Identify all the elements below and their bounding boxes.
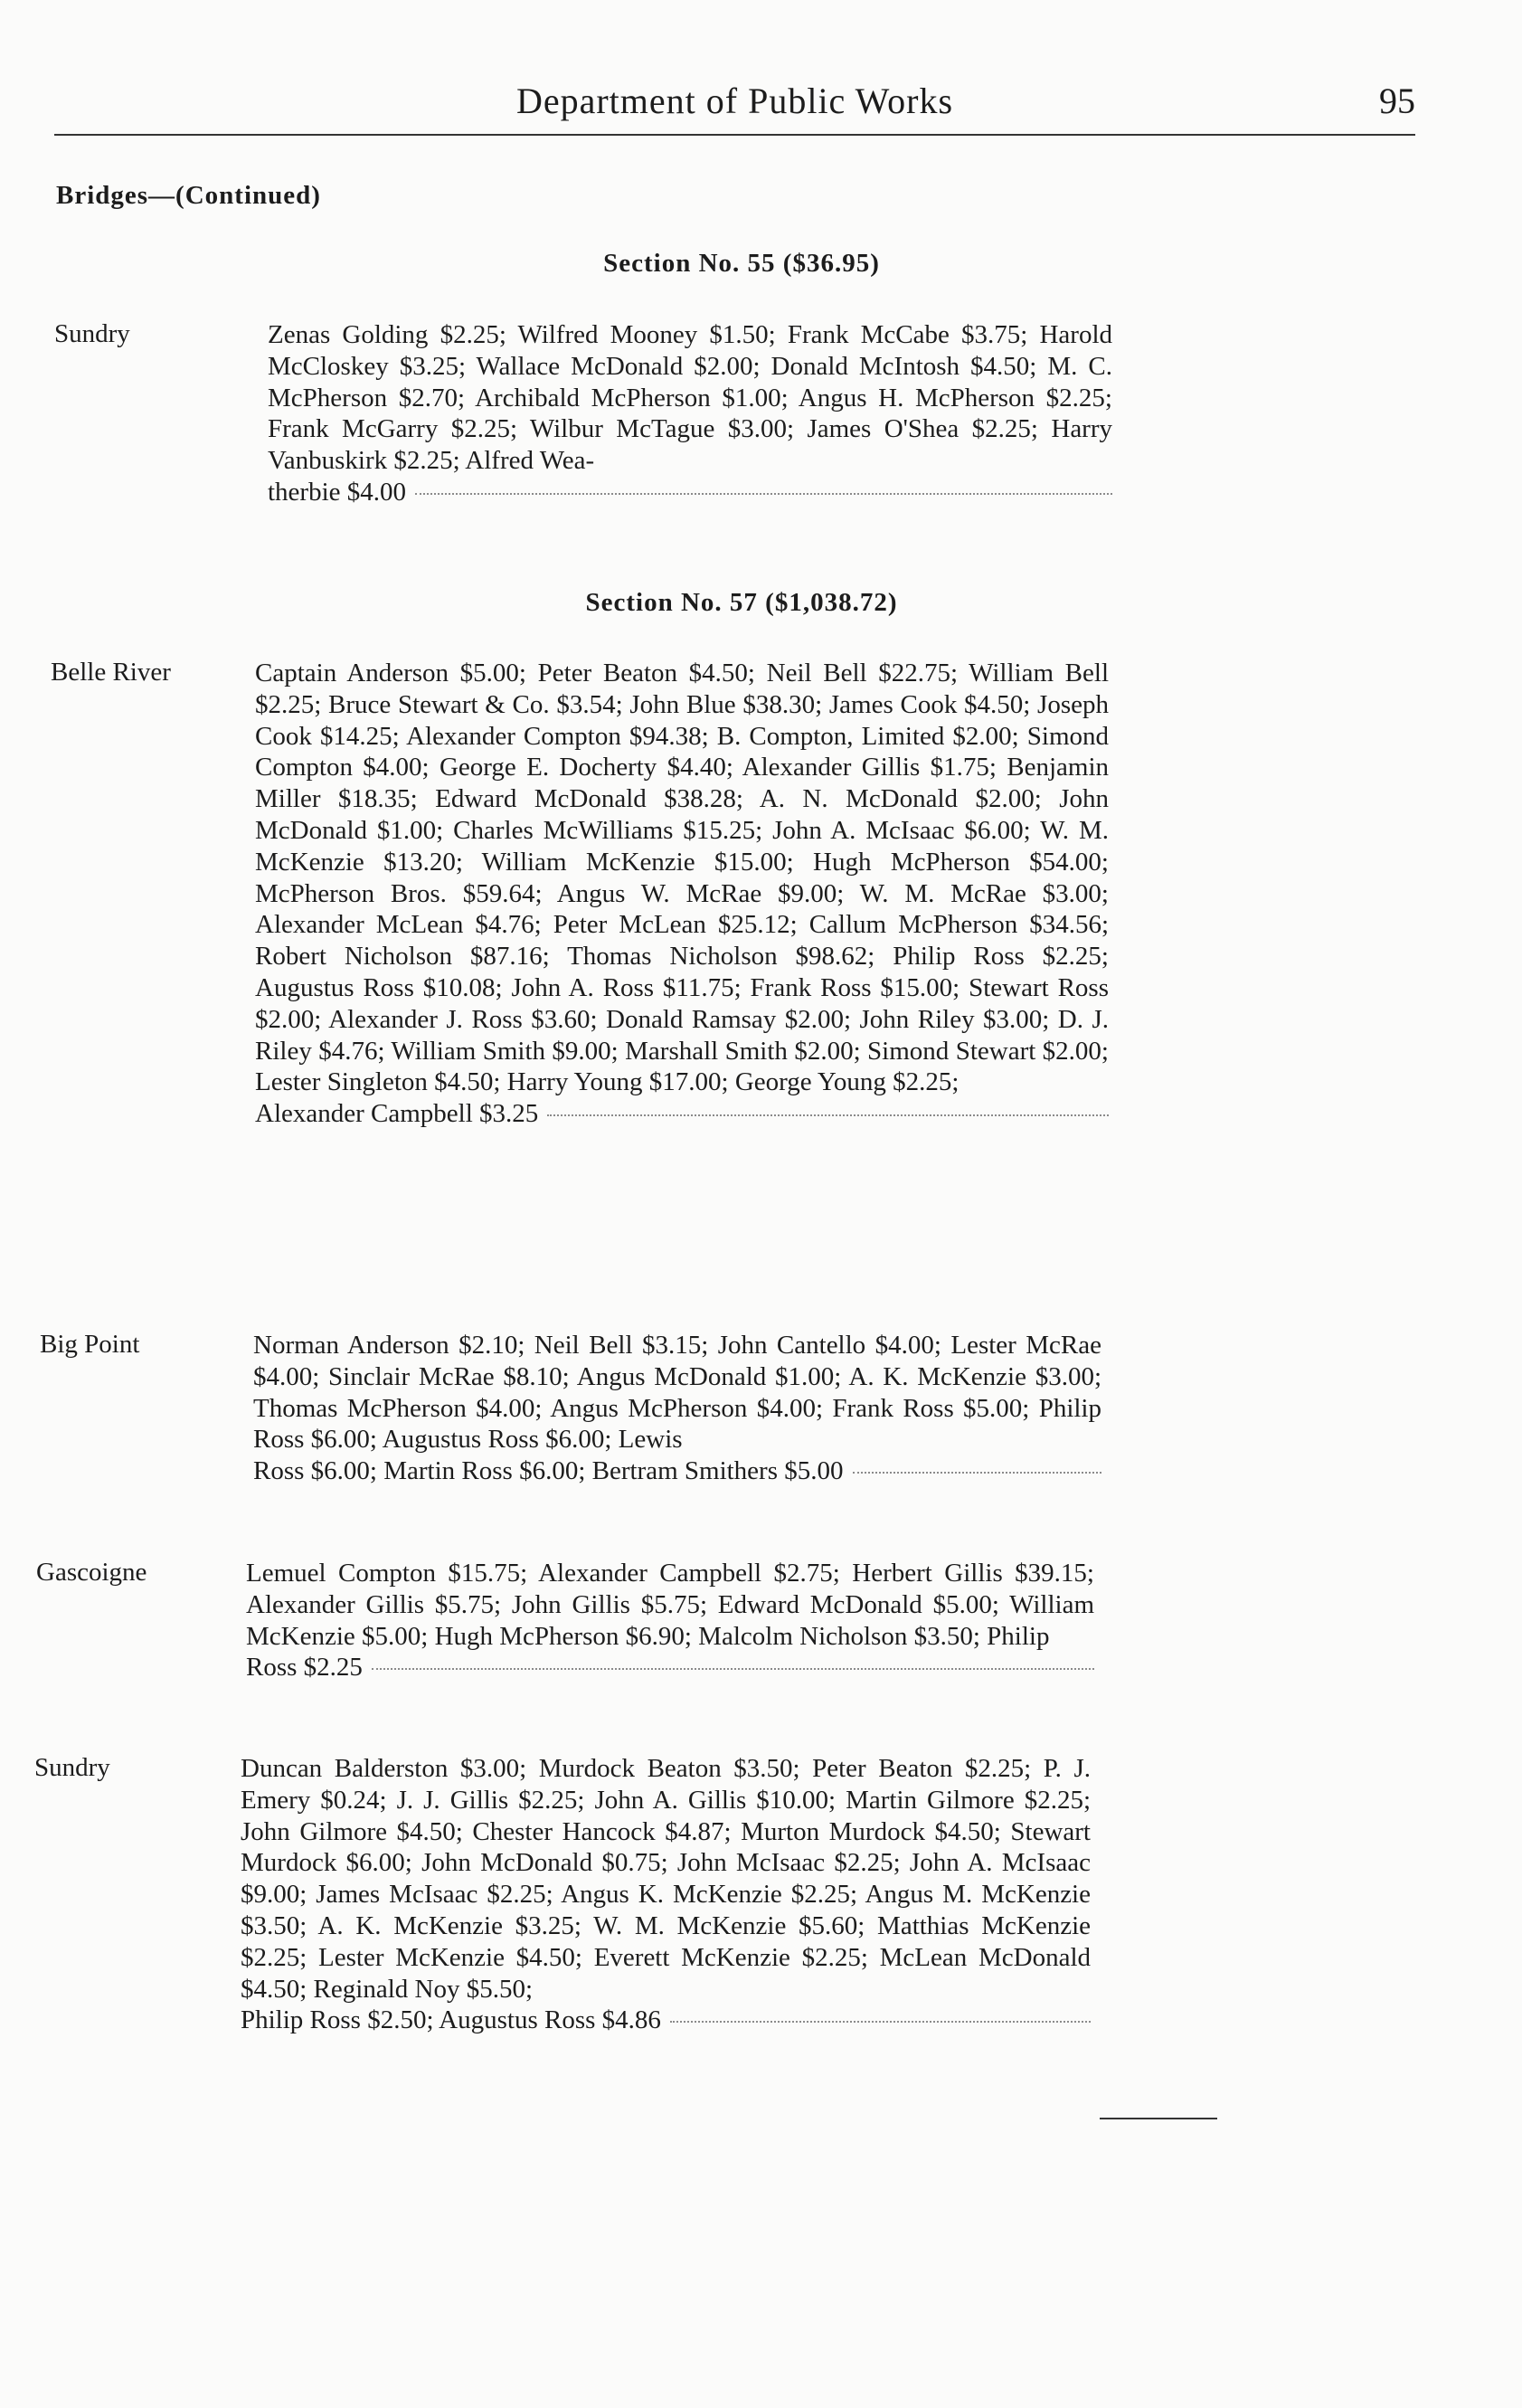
entry-last-line <box>241 2005 1091 2036</box>
dot-leader <box>853 1472 1102 1474</box>
entry-text <box>241 1753 1091 2036</box>
entry-last-text: Philip Ross $2.50; Augustus Ross $4.86 <box>241 2005 661 2035</box>
entry-text <box>253 1330 1101 1487</box>
entry-label: Sundry <box>54 319 130 348</box>
entry-text <box>246 1558 1094 1683</box>
entry-last-text: Ross $2.25 <box>246 1653 363 1683</box>
entry-last-line <box>253 1455 1101 1487</box>
entry-last-line <box>255 1098 1109 1130</box>
section-title-55: Section No. 55 ($36.95) <box>603 249 880 278</box>
entry-text-main: Norman Anderson $2.10; Neil Bell $3.15; John Cantello $4.00; Lester McRae $4.00; Sinclair McRae $8.10; Angus McDonald $1.00; A. K. McKenzie $3.00; Thomas McPherson $4.00; Angus McPherson $4.00; Frank Ross $5.00; Philip Ross $6.00; Augustus Ross $6.00; Lewis <box>253 1331 1101 1455</box>
entry-last-line <box>268 477 1112 508</box>
entry-text <box>268 319 1112 508</box>
section-title-57: Section No. 57 ($1,038.72) <box>585 588 898 617</box>
running-head: Bridges—(Continued) <box>56 181 321 210</box>
entry-label: Big Point <box>40 1330 140 1359</box>
dot-leader <box>670 2021 1091 2023</box>
total-rule <box>1100 2118 1217 2119</box>
entry-last-text: Alexander Campbell $3.25 <box>255 1099 539 1129</box>
entry-text-main: Lemuel Compton $15.75; Alexander Campbell $2.75; Herbert Gillis $39.15; Alexander Gillis $5.75; John Gillis $5.75; Edward McDonald $5.00; William McKenzie $5.00; Hugh McPherson $6.90; Malcolm Nicholson $3.50; Philip <box>246 1559 1094 1651</box>
page-number: 95 <box>1379 81 1415 121</box>
dot-leader <box>372 1668 1094 1670</box>
entry-text <box>255 658 1109 1130</box>
page-title: Department of Public Works <box>515 81 954 121</box>
entry-label: Sundry <box>34 1753 110 1782</box>
entry-label: Gascoigne <box>36 1558 147 1587</box>
entry-last-line <box>246 1652 1094 1683</box>
entry-text-main: Zenas Golding $2.25; Wilfred Mooney $1.50; Frank McCabe $3.75; Harold McCloskey $3.25; Wallace McDonald $2.00; Donald McIntosh $4.50; M. C. McPherson $2.70; Archibald McPherson $1.00; Angus H. McPherson $2.25; Frank McGarry $2.25; Wilbur McTague $3.00; James O'Shea $2.25; Harry Vanbuskirk $2.25; Alfred Wea- <box>268 320 1112 476</box>
entry-last-text: Ross $6.00; Martin Ross $6.00; Bertram Smithers $5.00 <box>253 1456 844 1486</box>
page-header <box>54 80 1415 136</box>
entry-text-main: Captain Anderson $5.00; Peter Beaton $4.50; Neil Bell $22.75; William Bell $2.25; Bruce Stewart & Co. $3.54; John Blue $38.30; James Cook $4.50; Joseph Cook $14.25; Alexander Compton $94.38; B. Compton, Limited $2.00; Simond Compton $4.00; George E. Docherty $4.40; Alexander Gillis $1.75; Benjamin Miller $18.35; Edward McDonald $38.28; A. N. McDonald $2.00; John McDonald $1.00; Charles McWilliams $15.25; John A. McIsaac $6.00; W. M. McKenzie $13.20; William McKenzie $15.00; Hugh McPherson $54.00; McPherson Bros. $59.64; Angus W. McRae $9.00; W. M. McRae $3.00; Alexander McLean $4.76; Peter McLean $25.12; Callum McPherson $34.56; Robert Nicholson $87.16; Thomas Nicholson $98.62; Philip Ross $2.25; Augustus Ross $10.08; John A. Ross $11.75; Frank Ross $15.00; Stewart Ross $2.00; Alexander J. Ross $3.60; Donald Ramsay $2.00; John Riley $3.00; D. J. Riley $4.76; William Smith $9.00; Marshall Smith $2.00; Simond Stewart $2.00; Lester Singleton $4.50; Harry Young $17.00; George Young $2.25; <box>255 659 1109 1097</box>
dot-leader <box>415 493 1112 495</box>
entry-last-text: therbie $4.00 <box>268 477 407 507</box>
dot-leader <box>547 1114 1109 1116</box>
entry-text-main: Duncan Balderston $3.00; Murdock Beaton $3.50; Peter Beaton $2.25; P. J. Emery $0.24; J. J. Gillis $2.25; John A. Gillis $10.00; Martin Gilmore $2.25; John Gilmore $4.50; Chester Hancock $4.87; Murton Murdock $4.50; Stewart Murdock $6.00; John McDonald $0.75; John McIsaac $2.25; John A. McIsaac $9.00; James McIsaac $2.25; Angus K. McKenzie $2.25; Angus M. McKenzie $3.50; A. K. McKenzie $3.25; W. M. McKenzie $5.60; Matthias McKenzie $2.25; Lester McKenzie $4.50; Everett McKenzie $2.25; McLean McDonald $4.50; Reginald Noy $5.50; <box>241 1754 1091 2004</box>
entry-label: Belle River <box>51 658 171 687</box>
